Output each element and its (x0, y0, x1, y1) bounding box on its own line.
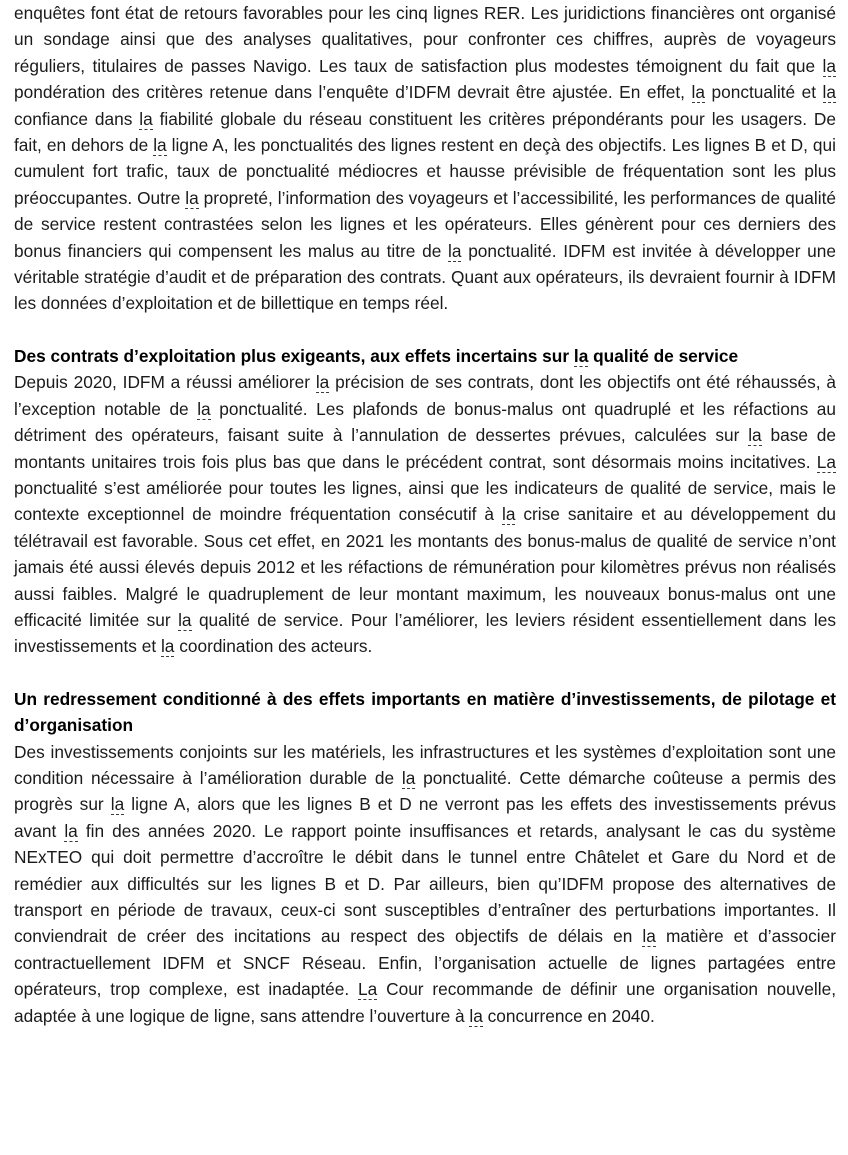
underlined-word: la (642, 926, 656, 947)
underlined-word: La (816, 451, 836, 472)
underlined-word: la (748, 425, 762, 446)
underlined-word: la (197, 398, 211, 419)
underlined-word: la (469, 1005, 483, 1026)
underlined-word: la (822, 82, 836, 103)
section-heading-contrats: Des contrats d’exploitation plus exigeants, aux effets incertains sur la qualité de service (14, 345, 739, 366)
underlined-word: la (139, 108, 153, 129)
underlined-word: la (691, 82, 705, 103)
underlined-word: la (502, 504, 516, 525)
underlined-word: la (185, 187, 199, 208)
underlined-word: la (178, 609, 192, 630)
paragraph-intro: enquêtes font état de retours favorables pour les cinq lignes RER. Les juridictions financières ont organisé un sondage ainsi que des analyses qualitatives, pour confronter ces chiffres, auprès de voyageurs réguliers, titulaires de passes Navigo. Les taux de satisfaction plus modestes témoignent du fait que la pondération des critères retenue dans l’enquête d’IDFM devrait être ajustée. En effet, la ponctualité et la confiance dans la fiabilité globale du réseau constituent les critères prépondérants pour les usagers. De fait, en dehors de la ligne A, les ponctualités des lignes restent en deçà des objectifs. Les lignes B et D, qui cumulent fort trafic, taux de ponctualité médiocres et hausse prévisible de fréquentation sont les plus préoccupantes. Outre la propreté, l’information des voyageurs et l’accessibilité, les performances de qualité de service restent contrastées selon les lignes et les opérateurs. Elles génèrent pour ces derniers des bonus financiers qui compensent les malus au titre de la ponctualité. IDFM est invitée à développer une véritable stratégie d’audit et de préparation des contrats. Quant aux opérateurs, ils devraient fournir à IDFM les données d’exploitation et de billettique en temps réel. (14, 3, 837, 314)
section-heading-redressement: Un redressement conditionné à des effets importants en matière d’investissements, de pilotage et d’organisation (14, 688, 836, 736)
underlined-word: la (110, 794, 125, 815)
underlined-word: la (822, 55, 836, 76)
underlined-word: la (64, 820, 78, 841)
document-page (14, 0, 836, 1029)
paragraph-redressement: Des investissements conjoints sur les matériels, les infrastructures et les systèmes d’exploitation sont une condition nécessaire à l’amélioration durable de la ponctualité. Cette démarche coûteuse a permis des progrès sur la ligne A, alors que les lignes B et D ne verront pas les effets des investissements prévus avant la fin des années 2020. Le rapport pointe insuffisances et retards, analysant le cas du système NExTEO qui doit permettre d’accroître le débit dans le tunnel entre Châtelet et Gare du Nord et de remédier aux difficultés sur les lignes B et D. Par ailleurs, bien qu’IDFM propose des alternatives de transport en période de travaux, ceux-ci sont susceptibles d’entraîner des perturbations importantes. Il conviendrait de créer des incitations au respect des objectifs de délais en la matière et d’associer contractuellement IDFM et SNCF Réseau. Enfin, l’organisation actuelle de lignes partagées entre opérateurs, trop complexe, est inadaptée. La Cour recommande de définir une organisation nouvelle, adaptée à une logique de ligne, sans attendre l’ouverture à la concurrence en 2040. (14, 741, 837, 1026)
underlined-word: la (401, 767, 416, 788)
paragraph-contrats: Depuis 2020, IDFM a réussi améliorer la précision de ses contrats, dont les objectifs ont été réhaussés, à l’exception notable de la ponctualité. Les plafonds de bonus-malus ont quadruplé et les réfactions au détriment des opérateurs, faisant suite à l’annulation de dessertes prévues, calculées sur la base de montants unitaires trois fois plus bas que dans le précédent contrat, sont désormais moins incitatives. La ponctualité s’est améliorée pour toutes les lignes, ainsi que les indicateurs de qualité de service, mais le contexte exceptionnel de moindre fréquentation consécutif à la crise sanitaire et au développement du télétravail est favorable. Sous cet effet, en 2021 les montants des bonus-malus de qualité de service n’ont jamais été aussi élevés depuis 2012 et les réfactions de rémunération pour kilomètres prévus non réalisés aussi faibles. Malgré le quadruplement de leur montant maximum, les nouveaux bonus-malus ont une efficacité limitée sur la qualité de service. Pour l’améliorer, les leviers résident essentiellement dans les investissements et la coordination des acteurs. (14, 372, 837, 657)
underlined-word: la (160, 636, 175, 657)
underlined-word: la (153, 135, 167, 156)
underlined-word: la (573, 345, 589, 366)
paragraph-gap (14, 660, 836, 686)
paragraph-gap (14, 317, 836, 343)
underlined-word: la (448, 240, 462, 261)
underlined-word: La (358, 979, 378, 1000)
underlined-word: la (315, 372, 330, 393)
